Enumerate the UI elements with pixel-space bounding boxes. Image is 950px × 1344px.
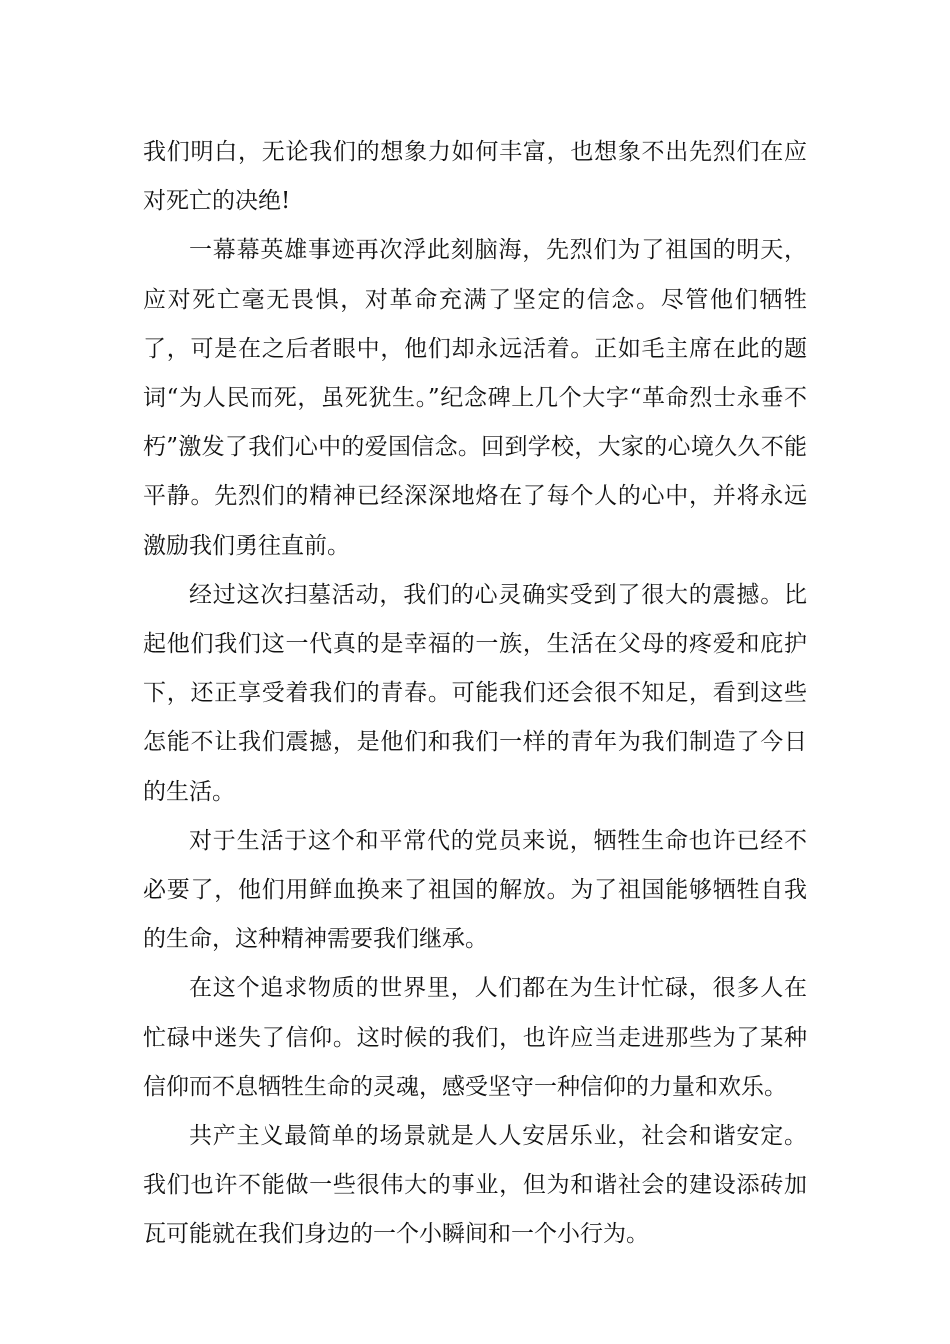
paragraph-4: 对于生活于这个和平常代的党员来说，牺牲生命也许已经不必要了，他们用鲜血换来了祖国的解放。为了祖国能够牺牲自我的生命，这种精神需要我们继承。	[143, 827, 807, 953]
document-body	[143, 128, 807, 1260]
paragraph-5: 在这个追求物质的世界里，人们都在为生计忙碌，很多人在忙碌中迷失了信仰。这时候的我们，也许应当走进那些为了某种信仰而不息牺牲生命的灵魂，感受坚守一种信仰的力量和欢乐。	[143, 975, 807, 1100]
paragraph-6: 共产主义最简单的场景就是人人安居乐业，社会和谐安定。我们也许不能做一些很伟大的事业，但为和谐社会的建设添砖加瓦可能就在我们身边的一个小瞬间和一个小行为。	[143, 1123, 807, 1248]
paragraph-2: 一幕幕英雄事迹再次浮此刻脑海，先烈们为了祖国的明天，应对死亡毫无畏惧，对革命充满了坚定的信念。尽管他们牺牲了，可是在之后者眼中，他们却永远活着。正如毛主席在此的题词“为人民而死，虽死犹生。”纪念碑上几个大字“革命烈士永垂不朽”激发了我们心中的爱国信念。回到学校，大家的心境久久不能平静。先烈们的精神已经深深地烙在了每个人的心中，并将永远激励我们勇往直前。	[143, 237, 807, 559]
paragraph-1: 我们明白，无论我们的想象力如何丰富，也想象不出先烈们在应对死亡的决绝!	[143, 139, 807, 215]
paragraph-3: 经过这次扫墓活动，我们的心灵确实受到了很大的震撼。比起他们我们这一代真的是幸福的一族，生活在父母的疼爱和庇护下，还正享受着我们的青春。可能我们还会很不知足，看到这些怎能不让我们震撼，是他们和我们一样的青年为我们制造了今日的生活。	[143, 581, 807, 805]
